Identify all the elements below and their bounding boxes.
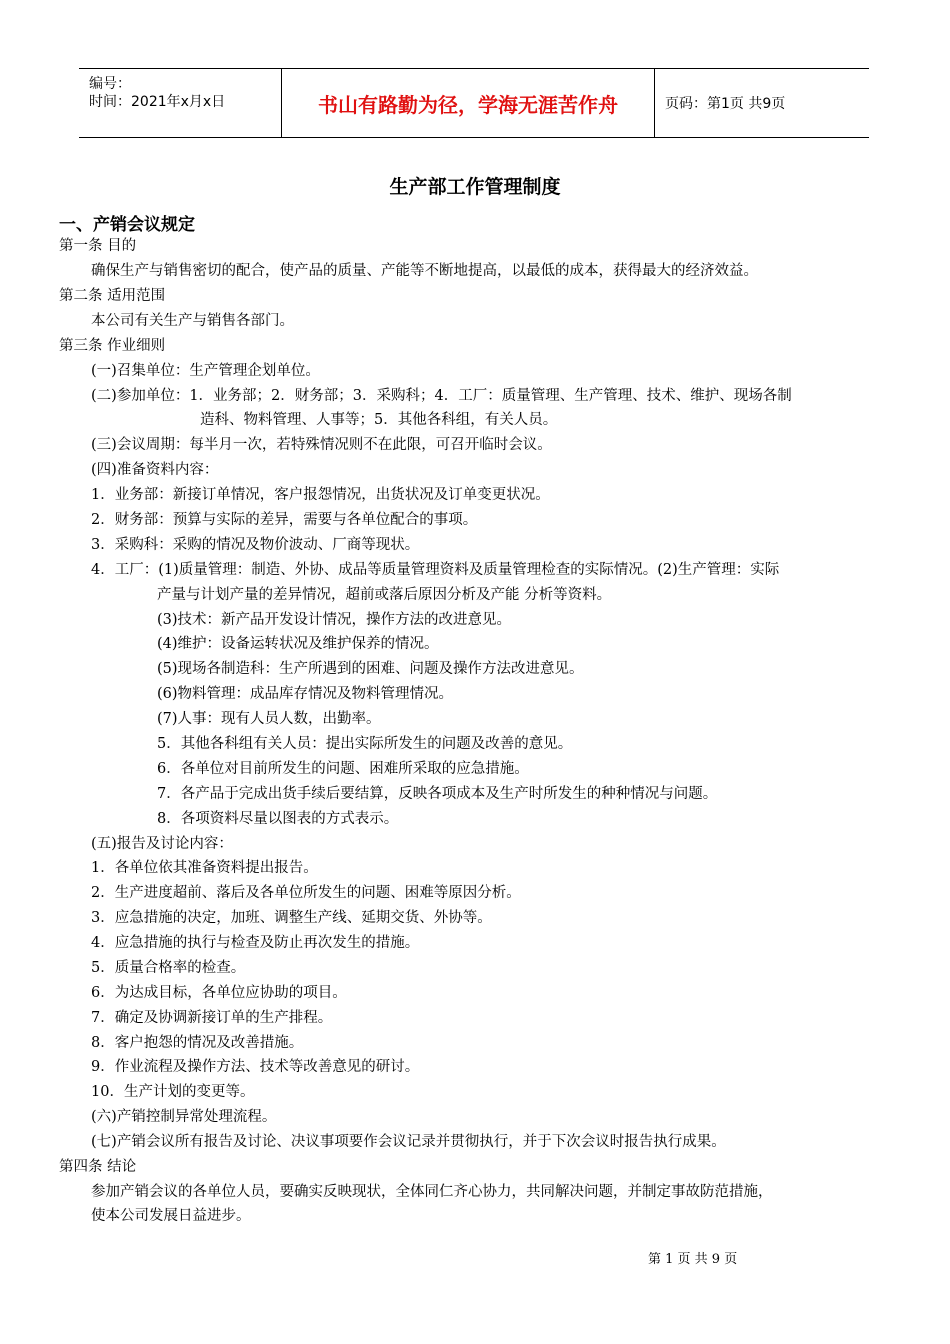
list-item: 4．应急措施的执行与检查及防止再次发生的措施。 <box>91 935 420 951</box>
article-heading: 第二条 适用范围 <box>59 288 166 304</box>
list-item: 5．质量合格率的检查。 <box>91 960 246 976</box>
list-item: 8．各项资料尽量以图表的方式表示。 <box>157 811 399 827</box>
header-meta <box>79 69 281 137</box>
list-item: 4．工厂：(1)质量管理：制造、外协、成品等质量管理资料及质量管理检查的实际情况。(2)生产管理：实际 <box>91 562 780 578</box>
header-number: 编号： <box>89 76 131 92</box>
paragraph-line: (三)会议周期：每半月一次，若特殊情况则不在此限，可召开临时会议。 <box>91 437 552 453</box>
paragraph-line: (六)产销控制异常处理流程。 <box>91 1109 277 1125</box>
list-item: 1．业务部：新接订单情况，客户报怨情况，出货状况及订单变更状况。 <box>91 487 550 503</box>
paragraph-line: (二)参加单位：1．业务部；2．财务部；3．采购科；4．工厂：质量管理、生产管理、技术、维护、现场各制 <box>91 388 792 404</box>
list-item: (5)现场各制造科：生产所遇到的困难、问题及操作方法改进意见。 <box>157 661 584 677</box>
list-item: 10．生产计划的变更等。 <box>91 1084 255 1100</box>
list-item: (3)技术：新产品开发设计情况，操作方法的改进意见。 <box>157 612 512 628</box>
list-item: 6．为达成目标，各单位应协助的项目。 <box>91 985 347 1001</box>
list-item: 3．采购科：采购的情况及物价波动、厂商等现状。 <box>91 537 420 553</box>
paragraph-line: 造科、物料管理、人事等；5．其他各科组，有关人员。 <box>200 412 558 428</box>
article-heading: 第三条 作业细则 <box>59 338 166 354</box>
list-item: 5．其他各科组有关人员：提出实际所发生的问题及改善的意见。 <box>157 736 573 752</box>
paragraph-line: 参加产销会议的各单位人员，要确实反映现状，全体同仁齐心协力，共同解决问题，并制定事故防范措施， <box>91 1184 773 1200</box>
document-title: 生产部工作管理制度 <box>389 176 561 198</box>
header-page-number: 页码：第1页 共9页 <box>665 96 786 112</box>
list-item: 7．确定及协调新接订单的生产排程。 <box>91 1010 333 1026</box>
list-item: 产量与计划产量的差异情况，超前或落后原因分析及产能 分析等资料。 <box>157 587 612 603</box>
page-header <box>79 68 869 138</box>
list-item: (4)维护：设备运转状况及维护保养的情况。 <box>157 636 439 652</box>
list-item: 9．作业流程及操作方法、技术等改善意见的研讨。 <box>91 1059 420 1075</box>
paragraph-line: 使本公司发展日益进步。 <box>91 1208 251 1224</box>
list-item: 2．财务部：预算与实际的差异，需要与各单位配合的事项。 <box>91 512 478 528</box>
section-heading: 一、产销会议规定 <box>59 215 195 235</box>
paragraph-line: (五)报告及讨论内容： <box>91 836 233 852</box>
list-item: 2．生产进度超前、落后及各单位所发生的问题、困难等原因分析。 <box>91 885 521 901</box>
page-footer: 第 1 页 共 9 页 <box>648 1252 738 1267</box>
header-time: 时间：2021年x月x日 <box>89 94 226 110</box>
list-item: 3．应急措施的决定，加班、调整生产线、延期交货、外协等。 <box>91 910 492 926</box>
paragraph-line: (一)召集单位：生产管理企划单位。 <box>91 363 320 379</box>
list-item: 8．客户抱怨的情况及改善措施。 <box>91 1035 304 1051</box>
paragraph-line: (四)准备资料内容： <box>91 462 219 478</box>
paragraph-line: 确保生产与销售密切的配合，使产品的质量、产能等不断地提高，以最低的成本，获得最大的经济效益。 <box>91 263 758 279</box>
header-motto: 书山有路勤为径，学海无涯苦作舟 <box>281 69 655 137</box>
paragraph-line: 本公司有关生产与销售各部门。 <box>91 313 294 329</box>
list-item: (7)人事：现有人员人数，出勤率。 <box>157 711 381 727</box>
list-item: 7．各产品于完成出货手续后要结算，反映各项成本及生产时所发生的种种情况与问题。 <box>157 786 718 802</box>
article-heading: 第一条 目的 <box>59 238 137 254</box>
list-item: 1．各单位依其准备资料提出报告。 <box>91 860 318 876</box>
article-heading: 第四条 结论 <box>59 1159 137 1175</box>
list-item: (6)物料管理：成品库存情况及物料管理情况。 <box>157 686 454 702</box>
list-item: 6．各单位对目前所发生的问题、困难所采取的应急措施。 <box>157 761 529 777</box>
paragraph-line: (七)产销会议所有报告及讨论、决议事项要作会议记录并贯彻执行，并于下次会议时报告执行成果。 <box>91 1134 726 1150</box>
